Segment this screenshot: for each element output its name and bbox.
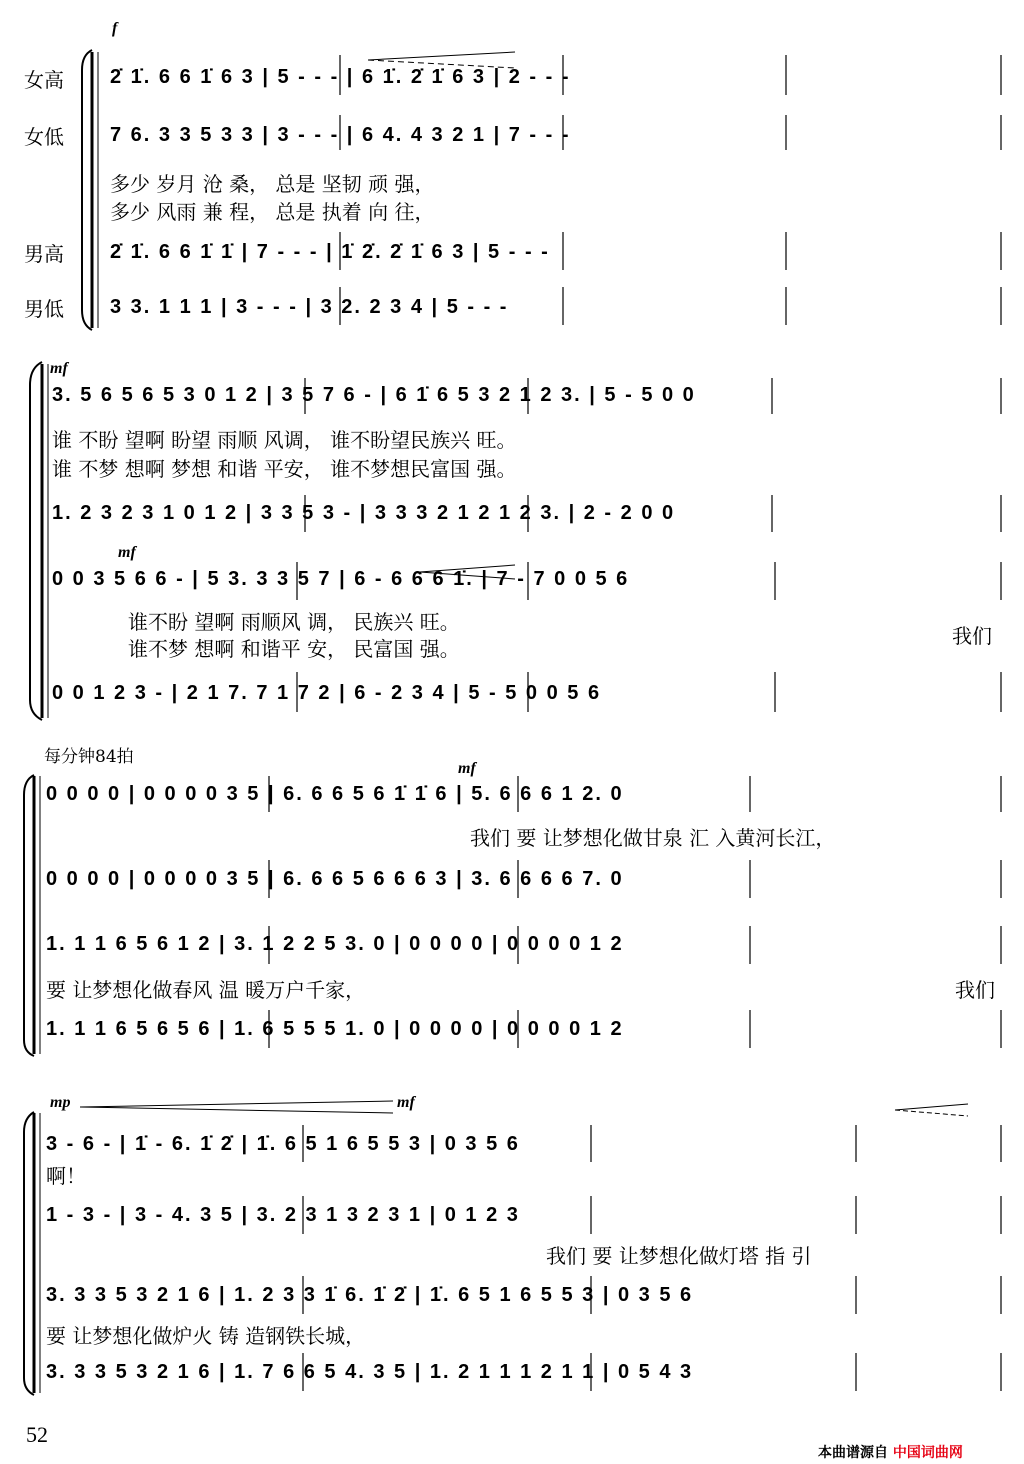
source-prefix: 本曲谱源自 xyxy=(818,1445,888,1461)
part-label-soprano: 女高 xyxy=(24,68,64,92)
notation-line-soprano: 3 - 6 - | 1̇ - 6. 1̇ 2̇ | 1̇. 6 5 1 6 5 5 3 | 0 3 5 6 xyxy=(46,1133,520,1155)
notation-line-bass: 3. 3 3 5 3 2 1 6 | 1. 7 6 6 5 4. 3 5 | 1. 2 1 1 1 2 1 1 | 0 5 4 3 xyxy=(46,1361,694,1383)
dynamic-marking: mf xyxy=(458,760,476,777)
tempo-marking: 每分钟84拍 xyxy=(44,747,134,767)
lyric-line-2: 谁不梦 想啊 和谐平 安， 民富国 强。 xyxy=(128,637,460,661)
lyric-line-2: 谁 不梦 想啊 梦想 和谐 平安， 谁不梦想民富国 强。 xyxy=(52,457,517,481)
source-site-link[interactable]: 中国词曲网 xyxy=(892,1445,963,1461)
notation-line-alto: 7 6. 3 3 5 3 3 | 3 - - - | 6 4. 4 3 2 1 | 7 - - - xyxy=(110,124,571,146)
part-label-tenor: 男高 xyxy=(24,242,64,266)
dynamic-marking: mf xyxy=(50,360,68,377)
notation-line-soprano: 3. 5 6 5 6 5 3 0 1 2 | 3 5 7 6 - | 6 1̇ 6 5 3 2 1 2 3. | 5 - 5 0 0 xyxy=(52,384,696,406)
dynamic-marking: mf xyxy=(397,1094,415,1111)
dynamic-marking: mp xyxy=(50,1094,71,1111)
lyric-line-2: 我们 要 让梦想化做灯塔 指 引 xyxy=(546,1244,812,1268)
notation-line-tenor: 1. 1 1 6 5 6 1 2 | 3. 1 2 2 5 3. 0 | 0 0 0 0 | 0 0 0 0 1 2 xyxy=(46,933,624,955)
lyric-line-1: 谁 不盼 望啊 盼望 雨顺 风调， 谁不盼望民族兴 旺。 xyxy=(52,428,517,452)
lyric-line-1: 我们 要 让梦想化做甘泉 汇 入黄河长江， xyxy=(470,826,836,850)
dynamic-marking: mf xyxy=(118,544,136,561)
notation-line-alto: 0 0 0 0 | 0 0 0 0 3 5 | 6. 6 6 5 6 6 6 3 | 3. 6 6 6 6 7. 0 xyxy=(46,868,624,890)
part-label-alto: 女低 xyxy=(24,125,64,149)
part-label-bass: 男低 xyxy=(24,297,64,321)
dynamic-marking: f xyxy=(112,20,118,37)
notation-line-alto: 1 - 3 - | 3 - 4. 3 5 | 3. 2 3 1 3 2 3 1 | 0 1 2 3 xyxy=(46,1204,520,1226)
lyric-line-2: 多少 风雨 兼 程， 总是 执着 向 往， xyxy=(110,200,435,224)
notation-line-alto: 1. 2 3 2 3 1 0 1 2 | 3 3 5 3 - | 3 3 3 2 1 2 1 2 3. | 2 - 2 0 0 xyxy=(52,502,676,524)
lyric-line-3: 要 让梦想化做炉火 铸 造钢铁长城， xyxy=(46,1324,366,1348)
source-credit xyxy=(818,1442,963,1462)
notation-line-tenor: 2̇ 1̇. 6 6 1̇ 1̇ | 7 - - - | 1̇ 2̇. 2̇ 1̇ 6 3 | 5 - - - xyxy=(110,241,550,263)
system-3-brackets xyxy=(24,775,1001,1056)
lyric-line-1: 多少 岁月 沧 桑， 总是 坚韧 顽 强， xyxy=(110,172,435,196)
notation-line-bass: 1. 1 1 6 5 6 5 6 | 1. 6 5 5 5 1. 0 | 0 0 0 0 | 0 0 0 0 1 2 xyxy=(46,1018,624,1040)
notation-line-soprano: 2̇ 1̇. 6 6 1̇ 6 3 | 5 - - - | 6 1̇. 2̇ 1̇ 6 3 | 2 - - - xyxy=(110,66,571,88)
notation-line-soprano: 0 0 0 0 | 0 0 0 0 3 5 | 6. 6 6 5 6 1̇ 1̇ 6 | 5. 6 6 6 1 2. 0 xyxy=(46,783,624,805)
page-number: 52 xyxy=(26,1422,48,1447)
lyric-line-1: 啊！ xyxy=(46,1164,86,1188)
lyric-pickup: 我们 xyxy=(952,624,992,648)
lyric-line-2: 要 让梦想化做春风 温 暖万户千家， xyxy=(46,978,366,1002)
system-2-brackets xyxy=(30,362,1001,720)
notation-line-tenor: 0 0 3 5 6 6 - | 5 3. 3 3 5 7 | 6 - 6 6 6 1̇. | 7 - 7 0 0 5 6 xyxy=(52,568,630,590)
notation-line-bass: 0 0 1 2 3 - | 2 1 7. 7 1 7 2 | 6 - 2 3 4 | 5 - 5 0 0 5 6 xyxy=(52,682,602,704)
lyric-pickup: 我们 xyxy=(955,978,995,1002)
lyric-line-1: 谁不盼 望啊 雨顺风 调， 民族兴 旺。 xyxy=(128,610,460,634)
notation-line-tenor: 3. 3 3 5 3 2 1 6 | 1. 2 3 3 1̇ 6. 1̇ 2̇ | 1̇. 6 5 1 6 5 5 3 | 0 3 5 6 xyxy=(46,1284,694,1306)
notation-line-bass: 3 3. 1 1 1 | 3 - - - | 3 2. 2 3 4 | 5 - - - xyxy=(110,296,509,318)
